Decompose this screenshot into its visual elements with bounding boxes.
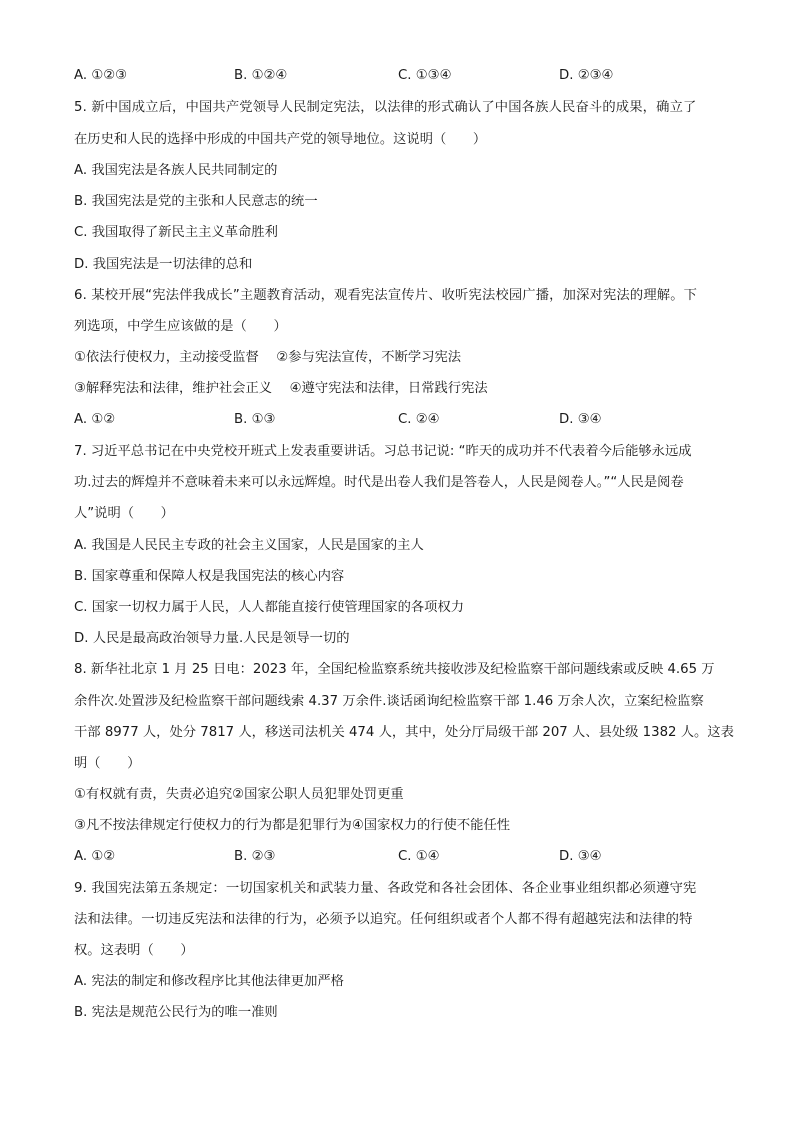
q8-stem-line-4: 明（ ） xyxy=(74,756,141,771)
q8-option-b: B. ②③ xyxy=(234,849,276,864)
q4-option-b: B. ①②④ xyxy=(234,68,288,83)
q5-option-a: A. 我国宪法是各族人民共同制定的 xyxy=(74,163,278,178)
q8-stem-line-2: 余件次.处置涉及纪检监察干部问题线索 4.37 万余件.谈话函询纪检监察干部 1.46 万余人次，立案纪检监察 xyxy=(74,694,704,709)
q6-item-line-1: ①依法行使权力，主动接受监督 ②参与宪法宣传，不断学习宪法 xyxy=(74,350,462,365)
q5-option-c: C. 我国取得了新民主主义革命胜利 xyxy=(74,225,278,240)
q7-option-c: C. 国家一切权力属于人民，人人都能直接行使管理国家的各项权力 xyxy=(74,600,465,615)
q7-option-d: D. 人民是最高政治领导力量.人民是领导一切的 xyxy=(74,631,350,646)
q7-stem-line-1: 7. 习近平总书记在中央党校开班式上发表重要讲话。习总书记说: “昨天的成功并不代表着今后能够永远成 xyxy=(74,444,692,459)
q6-option-a: A. ①② xyxy=(74,412,116,427)
q5-stem-line-1: 5. 新中国成立后，中国共产党领导人民制定宪法，以法律的形式确认了中国各族人民奋斗的成果，确立了 xyxy=(74,100,697,115)
q7-stem-line-2: 功.过去的辉煌并不意味着未来可以永远辉煌。时代是出卷人我们是答卷人，人民是阅卷人。”“人民是阅卷 xyxy=(74,475,684,490)
q6-stem-line-1: 6. 某校开展“宪法伴我成长”主题教育活动，观看宪法宣传片、收听宪法校园广播，加深对宪法的理解。下 xyxy=(74,288,698,303)
q8-option-d: D. ③④ xyxy=(559,849,602,864)
q7-stem-line-3: 人”说明（ ） xyxy=(74,506,174,521)
q6-option-c: C. ②④ xyxy=(398,412,440,427)
q5-stem-line-2: 在历史和人民的选择中形成的中国共产党的领导地位。这说明（ ） xyxy=(74,132,487,147)
q8-stem-line-1: 8. 新华社北京 1 月 25 日电：2023 年，全国纪检监察系统共接收涉及纪检监察干部问题线索或反映 4.65 万 xyxy=(74,662,715,677)
q7-option-b: B. 国家尊重和保障人权是我国宪法的核心内容 xyxy=(74,569,345,584)
q6-option-d: D. ③④ xyxy=(559,412,602,427)
q4-option-c: C. ①③④ xyxy=(398,68,452,83)
q6-item-line-2: ③解释宪法和法律，维护社会正义 ④遵守宪法和法律，日常践行宪法 xyxy=(74,381,488,396)
q9-stem-line-3: 权。这表明（ ） xyxy=(74,943,194,958)
q4-option-a: A. ①②③ xyxy=(74,68,128,83)
q9-option-a: A. 宪法的制定和修改程序比其他法律更加严格 xyxy=(74,974,344,989)
q9-stem-line-1: 9. 我国宪法第五条规定：一切国家机关和武装力量、各政党和各社会团体、各企业事业组织都必须遵守宪 xyxy=(74,881,697,896)
q8-option-a: A. ①② xyxy=(74,849,116,864)
q6-option-b: B. ①③ xyxy=(234,412,276,427)
q8-option-c: C. ①④ xyxy=(398,849,440,864)
q6-stem-line-2: 列选项，中学生应该做的是（ ） xyxy=(74,319,287,334)
q7-option-a: A. 我国是人民民主专政的社会主义国家，人民是国家的主人 xyxy=(74,538,424,553)
q5-option-d: D. 我国宪法是一切法律的总和 xyxy=(74,257,253,272)
q8-item-line-2: ③凡不按法律规定行使权力的行为都是犯罪行为④国家权力的行使不能任性 xyxy=(74,818,511,833)
q8-item-line-1: ①有权就有责，失责必追究②国家公职人员犯罪处罚更重 xyxy=(74,787,404,802)
q5-option-b: B. 我国宪法是党的主张和人民意志的统一 xyxy=(74,194,318,209)
q8-stem-line-3: 干部 8977 人，处分 7817 人，移送司法机关 474 人，其中，处分厅局级干部 207 人、县处级 1382 人。这表 xyxy=(74,725,734,740)
q9-stem-line-2: 法和法律。一切违反宪法和法律的行为，必须予以追究。任何组织或者个人都不得有超越宪法和法律的特 xyxy=(74,912,693,927)
q9-option-b: B. 宪法是规范公民行为的唯一准则 xyxy=(74,1005,278,1020)
q4-option-d: D. ②③④ xyxy=(559,68,614,83)
